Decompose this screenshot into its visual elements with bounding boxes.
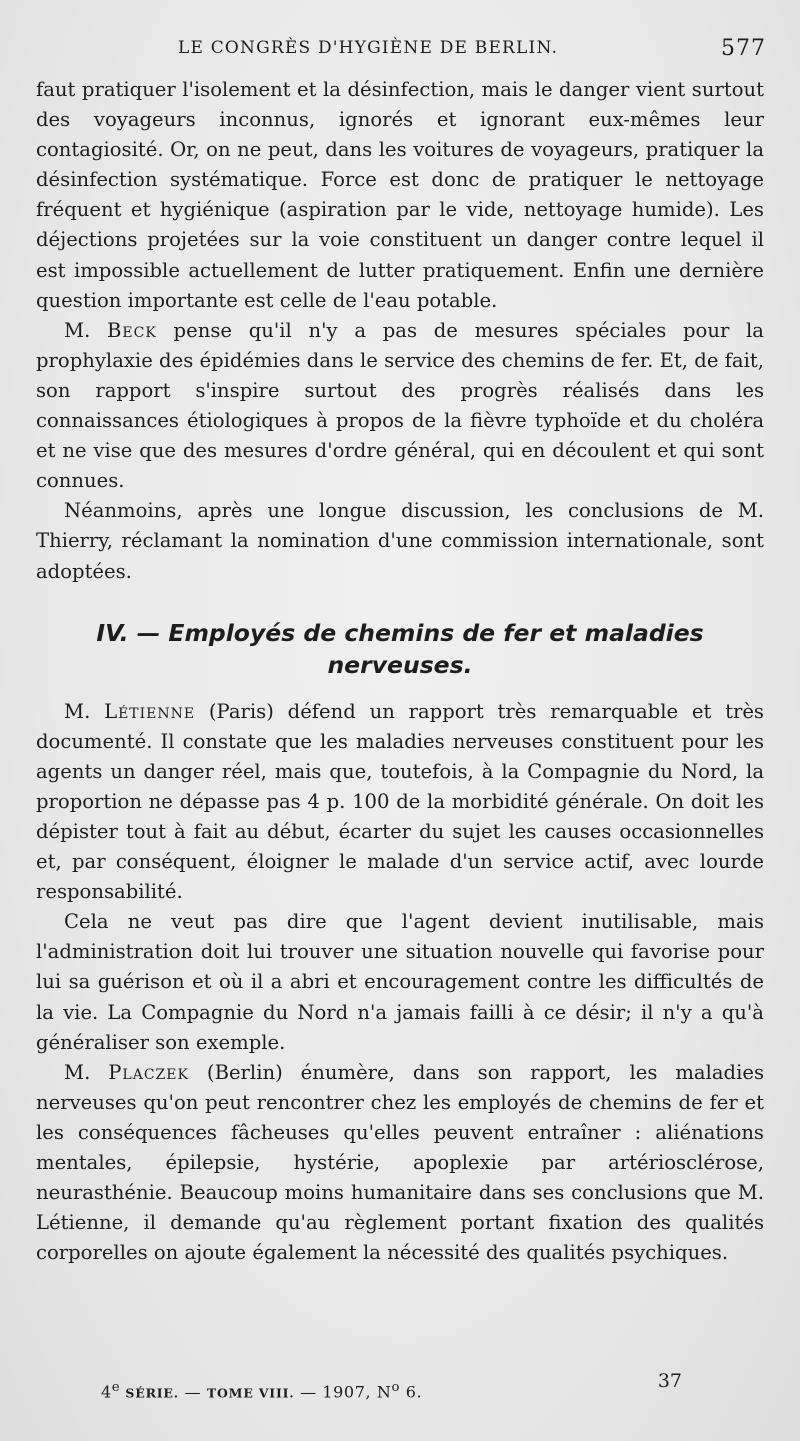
page-number: 577 [721,36,766,61]
running-title: LE CONGRÈS D'HYGIÈNE DE BERLIN. [178,38,559,58]
year-number: 1907, N [322,1382,392,1402]
paragraph-beck [36,316,764,497]
paragraph-text: (Berlin) énumère, dans son rapport, les maladies nerveuses qu'on peut rencontrer chez les employés de chemins de fer et les conséquences fâcheuses qu'elles peuvent entraîner : aliénations mentales, épilepsie, hystérie, apoplexie par artériosclérose, neurasthénie. Beaucoup moins humanitaire dans ses conclusions que M. Létienne, il demande qu'au règlement portant fixation des qualités corporelles on ajoute également la nécessité des qualités psychiques. [36,1060,764,1265]
number-superscript: o [391,1380,401,1395]
issue-number: 6. [400,1382,423,1402]
paragraph-text: pense qu'il n'y a pas de mesures spéciales pour la prophylaxie des épidémies dans le service des chemins de fer. Et, de fait, son rapport s'inspire surtout des progrès réalisés dans les connaissances étiologiques à propos de la fièvre typhoïde et du choléra et ne vise que des mesures d'ordre général, qui en découlent et qui sont connues. [36,318,764,493]
signature-mark: 37 [657,1370,682,1392]
series-superscript: e [111,1380,121,1395]
paragraph-administration: Cela ne veut pas dire que l'agent devient inutilisable, mais l'administration doit lui trouver une situation nouvelle qui favorise pour lui sa guérison et où il a abri et encouragement contre les difficultés de la vie. La Compagnie du Nord n'a jamais failli à ce désir; il n'y a qu'à généraliser son exemple. [36,910,764,1054]
running-head [36,36,766,66]
series-number: 4 [101,1382,112,1402]
section-heading: IV. — Employés de chemins de fer et maladies nerveuses. [96,618,704,679]
author-name-placzek: Placzek [108,1060,189,1084]
series-word: SÉRIE. [120,1385,179,1401]
paragraph-conclusions: Néanmoins, après une longue discussion, les conclusions de M. Thierry, réclamant la nomination d'une commission internationale, sont adoptées. [36,499,764,583]
author-name-letienne: Létienne [104,699,196,723]
honorific: M. [64,1060,109,1084]
dash: — [294,1382,323,1402]
honorific: M. [64,699,105,723]
paragraph-text: (Paris) défend un rapport très remarquable et très documenté. Il constate que les maladies nerveuses constituent pour les agents un danger réel, mais que, toutefois, à la Compagnie du Nord, la proportion ne dépasse pas 4 p. 100 de la morbidité générale. On doit les dépister tout à fait au début, écarter du sujet les causes occasionnelles et, par conséquent, éloigner le malade d'un service actif, avec lourde responsabilité. [36,699,764,904]
dash: — [178,1382,207,1402]
honorific: M. [64,318,108,342]
tome-word: TOME VIII. [206,1385,295,1401]
paragraph-placzek [36,1058,764,1269]
paragraph-continued: faut pratiquer l'isolement et la désinfection, mais le danger vient surtout des voyageurs inconnus, ignorés et ignorant eux-mêmes leur contagiosité. Or, on ne peut, dans les voitures de voyageurs, pratiquer la désinfection systématique. Force est donc de pratiquer le nettoyage fréquent et hygiénique (aspiration par le vide, nettoyage humide). Les déjections projetées sur la voie constituent un danger contre lequel il est impossible actuellement de lutter pratiquement. Enfin une dernière question importante est celle de l'eau potable. [36,78,764,312]
series-line [101,1380,422,1401]
author-name-beck: Beck [107,318,157,342]
body-text [36,75,764,1268]
paragraph-letienne [36,697,764,908]
page-footer [36,1370,766,1410]
